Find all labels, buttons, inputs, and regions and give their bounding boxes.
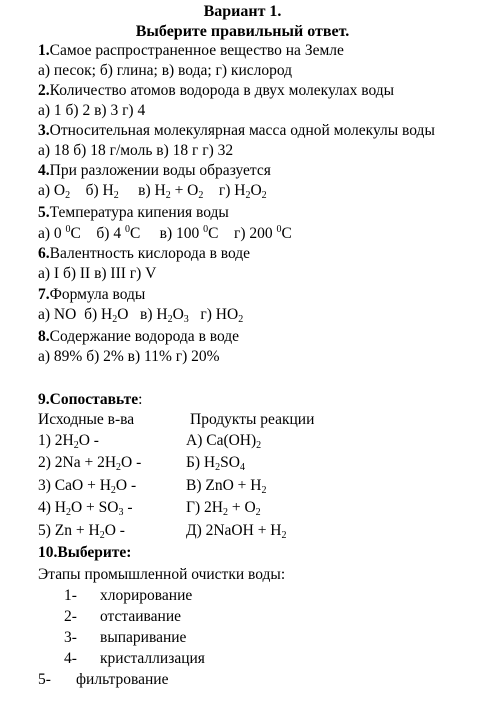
question-10-title: 10.Выберите: xyxy=(38,544,132,561)
answers-2: а) 1 б) 2 в) 3 г) 4 xyxy=(38,102,146,119)
match-left-3: 3) CaO + $H_2O$ - xyxy=(38,477,137,496)
step-number: 1- xyxy=(64,587,77,604)
answers-7: а) NO б) $H_2O$ в) $H_2O_3$ г) $HO_2$ xyxy=(38,306,244,325)
question-7: 7.Формула воды xyxy=(38,286,146,303)
question-8: 8.Содержание водорода в воде xyxy=(38,328,240,345)
step-label: выпаривание xyxy=(100,629,187,646)
question-2: 2.Количество атомов водорода в двух молекулах воды xyxy=(38,82,395,99)
step-number: 2- xyxy=(64,608,77,625)
answers-1: а) песок; б) глина; в) вода; г) кислород xyxy=(38,62,293,79)
step-item xyxy=(64,630,186,646)
match-left-2: 2) $2Na + 2H_2O$ - xyxy=(38,454,142,473)
question-6: 6.Валентность кислорода в воде xyxy=(38,245,251,262)
step-item xyxy=(64,588,192,604)
instruction-title: Выберите правильный ответ. xyxy=(135,23,350,40)
step-number: 3- xyxy=(64,629,77,646)
variant-title: Вариант 1. xyxy=(203,3,282,20)
question-10-text: Этапы промышленной очистки воды: xyxy=(38,566,286,583)
question-9-title: 9.Сопоставьте: xyxy=(38,391,143,408)
answers-4: а) $O_2$ б) $H_2$ в) $H_2 + O_2$ г) $H_2O_2$ xyxy=(38,182,267,201)
step-label: отстаивание xyxy=(100,608,181,625)
step-number: 5- xyxy=(38,671,51,688)
match-left-1: 1) $2H_2O$ - xyxy=(38,432,99,451)
match-left-4: 4) $H_2O + SO_3$ - xyxy=(38,499,133,518)
match-right-2: Б) $H_2SO_4$ xyxy=(186,454,245,473)
question-1: 1.Самое распространенное вещество на Земле xyxy=(38,42,344,59)
step-label: фильтрование xyxy=(76,671,169,688)
match-right-4: Г) $2H_2 + O_2$ xyxy=(186,499,261,518)
step-item xyxy=(38,672,168,688)
question-4: 4.При разложении воды образуется xyxy=(38,162,271,179)
step-label: кристаллизация xyxy=(100,650,205,667)
question-9-headers xyxy=(38,412,134,428)
match-right-3: В) ZnO + $H_2$ xyxy=(186,477,267,496)
answers-8: а) 89% б) 2% в) 11% г) 20% xyxy=(38,348,220,365)
answers-3: а) 18 б) 18 г/моль в) 18 г г) 32 xyxy=(38,142,234,159)
answers-5: а) 0 $^0$С б) 4 $^0$С в) 100 $^0$С г) 200 $^0$С xyxy=(38,224,292,242)
match-right-5: Д) 2NaOH + $H_2$ xyxy=(186,522,287,541)
left-header: Исходные в-ва xyxy=(38,411,135,428)
step-number: 4- xyxy=(64,650,77,667)
step-item xyxy=(64,651,205,667)
match-left-5: 5) $Zn + H_2O$ - xyxy=(38,522,125,541)
question-5: 5.Температура кипения воды xyxy=(38,204,229,221)
question-3: 3.Относительная молекулярная масса одной молекулы воды xyxy=(38,122,435,139)
right-header: Продукты реакции xyxy=(190,411,315,428)
step-label: хлорирование xyxy=(100,587,193,604)
answers-6: а) I б) II в) III г) V xyxy=(38,265,157,282)
match-right-1: А) $Ca(OH)_2$ xyxy=(186,432,262,451)
step-item xyxy=(64,609,181,625)
